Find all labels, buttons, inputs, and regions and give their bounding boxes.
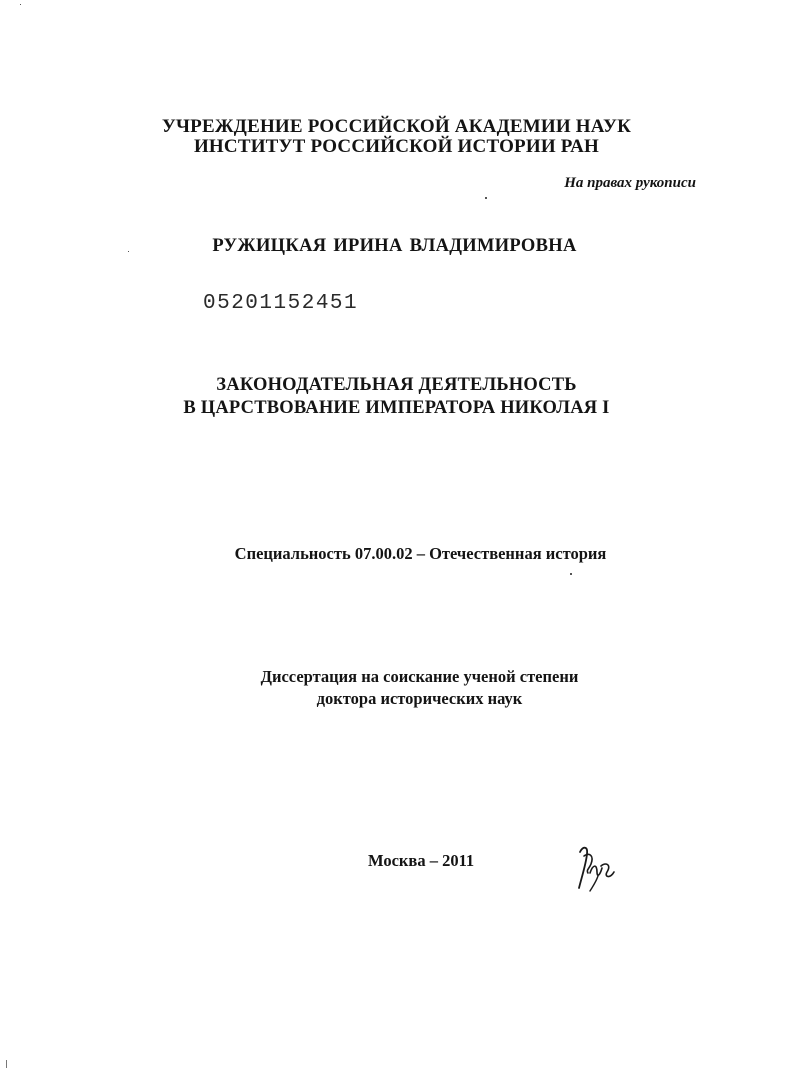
degree-line-1: Диссертация на соискание ученой степени	[260, 667, 579, 686]
place-and-year: Москва – 2011	[368, 851, 475, 870]
specialty-line: Специальность 07.00.02 – Отечественная история	[234, 544, 607, 563]
scan-speck	[128, 251, 129, 252]
institution-name-line-2: ИНСТИТУТ РОССИЙСКОЙ ИСТОРИИ РАН	[193, 136, 600, 157]
institution-name-line-1: УЧРЕЖДЕНИЕ РОССИЙСКОЙ АКАДЕМИИ НАУК	[161, 116, 632, 137]
handwritten-signature-icon	[574, 842, 618, 894]
scan-speck	[485, 197, 487, 199]
scan-speck	[570, 573, 572, 575]
degree-line-2: доктора исторических наук	[316, 689, 523, 708]
rights-note: На правах рукописи	[564, 175, 696, 191]
thesis-title-line-2: В ЦАРСТВОВАНИЕ ИМПЕРАТОРА НИКОЛАЯ I	[183, 398, 610, 418]
author-name: РУЖИЦКАЯ ИРИНА ВЛАДИМИРОВНА	[212, 236, 577, 256]
scan-edge-mark	[6, 1060, 7, 1068]
scan-speck	[20, 4, 21, 5]
thesis-title-line-1: ЗАКОНОДАТЕЛЬНАЯ ДЕЯТЕЛЬНОСТЬ	[216, 375, 577, 395]
catalog-number: 05201152451	[203, 292, 359, 315]
